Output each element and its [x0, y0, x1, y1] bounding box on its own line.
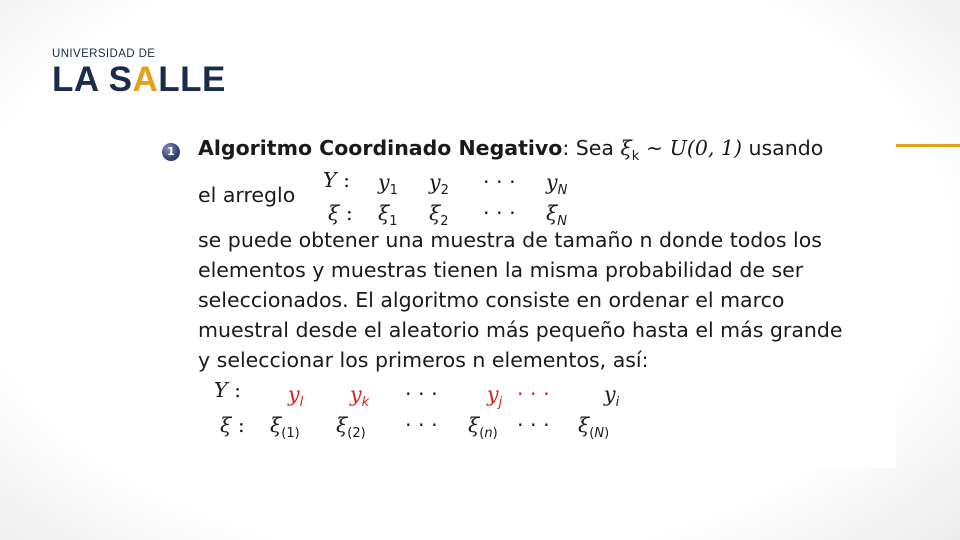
array2-ellipsis: · · · [517, 413, 550, 437]
array1-cell: $\xi_1$ [378, 201, 398, 229]
array2-cell: $y_i$ [604, 382, 620, 410]
array1-cell: $\xi_2$ [429, 201, 449, 229]
array1-ellipsis: · · · [483, 170, 516, 194]
array2-cell: $\xi_{(N)}$ [578, 413, 610, 441]
array2-cell: $y_l$ [288, 382, 304, 410]
array1-cell: $y_1$ [378, 170, 398, 198]
paragraph-line: y seleccionar los primeros n elementos, así: [198, 348, 649, 372]
array2-row2-label: ξ : [220, 413, 245, 437]
array-intro: el arreglo [198, 183, 296, 207]
accent-line [896, 144, 960, 147]
paragraph-line: seleccionados. El algoritmo consiste en ordenar el marco [198, 288, 785, 312]
array2-ellipsis: · · · [405, 413, 438, 437]
array2-ellipsis: · · · [405, 382, 438, 406]
algorithm-title: Algoritmo Coordinado Negativo [198, 136, 563, 160]
numbered-bullet-icon: 1 [162, 143, 180, 161]
array2-ellipsis: · · · [517, 382, 550, 406]
logo-top-text: UNIVERSIDAD DE [52, 48, 156, 60]
paragraph-line: muestral desde el aleatorio más pequeño hasta el más grande [198, 318, 843, 342]
array1-row2-label: ξ : [328, 201, 353, 225]
array2-row1-label: Y : [214, 378, 241, 402]
paragraph-line: se puede obtener una muestra de tamaño n donde todos los [198, 228, 822, 252]
array2-cell: $\xi_{(n)}$ [468, 413, 498, 441]
array2-cell: $\xi_{(2)}$ [336, 413, 366, 441]
array1-cell: $y_N$ [546, 170, 568, 198]
heading-line: Algoritmo Coordinado Negativo: Sea $\xi_k$ ∼ U(0, 1) usando [198, 136, 824, 164]
array1-cell: $\xi_N$ [546, 201, 568, 229]
heading-formula: $\xi_k$ ∼ U(0, 1) [620, 136, 742, 164]
array1-cell: $y_2$ [429, 170, 449, 198]
paragraph-line: elementos y muestras tienen la misma probabilidad de ser [198, 258, 804, 282]
logo-main-text: LA SALLE [52, 60, 226, 99]
slide-content [150, 128, 896, 468]
array2-cell: $y_k$ [350, 382, 370, 410]
array2-cell: $y_j$ [487, 382, 503, 410]
university-logo [52, 48, 226, 100]
array1-ellipsis: · · · [483, 201, 516, 225]
array1-row1-label: Y : [323, 168, 350, 192]
array2-cell: $\xi_{(1)}$ [270, 413, 300, 441]
